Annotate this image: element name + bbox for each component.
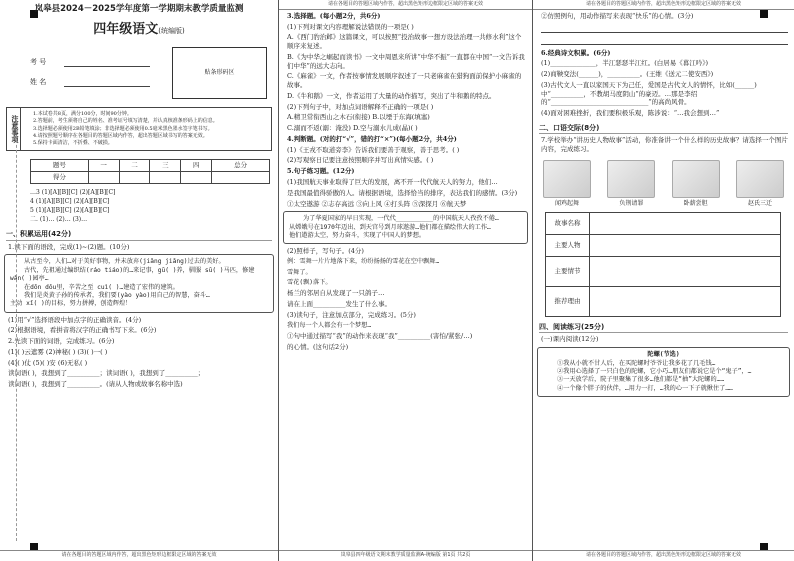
q5-4b[interactable]: ①句中通过描写“我”的动作来表现“我”__________(害怕/紧张/…) <box>287 331 473 340</box>
score-header: 三 <box>150 160 181 172</box>
column-3 <box>532 0 794 561</box>
score-cell[interactable] <box>212 172 270 184</box>
answer-line[interactable] <box>541 23 788 33</box>
q5-4c: 的心情。(这句话2分) <box>287 342 349 351</box>
score-header: 一 <box>88 160 119 172</box>
reading-subtitle: (一)课内阅读(12分) <box>541 335 599 344</box>
q2-line[interactable]: 读词语( )，我想到了__________。(请从人物或故事名称中选) <box>8 380 183 389</box>
table-row-label: 主要人物 <box>546 234 590 256</box>
q2-line[interactable]: (4)( )仗 (5)( )安 (6)无私( ) <box>8 358 88 367</box>
subject-title <box>0 21 278 39</box>
score-cell[interactable] <box>88 172 119 184</box>
option: B.《为中华之崛起而读书》一文中周恩来所讲“中华不振”一直都在中国“一文告诉我们中华”的远大志向。 <box>287 52 525 70</box>
notes-list <box>21 108 222 150</box>
story-table <box>545 212 781 317</box>
q5-3: 杨兰的邻居自从发现了一只鸽子… <box>287 289 385 298</box>
question-5-2: (2)照样子，写句子。(4分) <box>287 247 364 256</box>
reading-para: ①我从小就不甘人后，在买陀螺时爷爷让我多花了几毛钱… <box>557 359 716 367</box>
fill-line: …3 (1)[A][B][C] (2)[A][B][C] <box>30 189 116 197</box>
name-label: 姓 名 <box>30 77 47 86</box>
name-field[interactable] <box>64 86 150 87</box>
top-notice: 请在各题目的答题区域内作答，超出黑色矩形边框限定区域的答案无效 <box>533 0 794 10</box>
story-illustration <box>607 160 655 198</box>
reading-para: ④一个像个胖子的伙伴，…用力一打，…我的心一下子就揪住了…… <box>557 384 733 392</box>
reading-box <box>537 347 790 397</box>
poem-line[interactable]: (3)古代文人一直以家国天下为己任，爱国是古代文人的情怀，比如(______)中“__________，不教胡马度阴山”的豪迈。…那是李绍的“______________________________”的高尚风骨。 <box>541 80 757 107</box>
poem-line[interactable]: (1)______________，半江瑟瑟半江红。(白居易《暮江吟》) <box>541 59 709 68</box>
reading-title: 陀螺(节选) <box>647 351 680 359</box>
story-picture[interactable] <box>736 160 784 208</box>
exam-title: 岚皋县2024－2025学年度第一学期期末教学质量监测 <box>34 4 244 14</box>
story-illustration <box>736 160 784 198</box>
passage-line: 从古至今，人们…对于美好事物，并未放弃(jiǎng jiǎng)过去的美好。 <box>24 258 225 266</box>
picture-caption: 赵氏三迁 <box>747 199 772 207</box>
fill-line: 5 (1)[A][B][C] (2)[A][B][C] <box>30 207 110 215</box>
notes-box <box>6 107 272 151</box>
example-line: 雪舞了。 <box>287 268 312 276</box>
question-3: 3.选择题。(每小题2分，共6分) <box>287 11 381 20</box>
question-6: 6.经典诗文积累。(6分) <box>541 48 611 57</box>
score-cell[interactable] <box>119 172 150 184</box>
story-picture[interactable] <box>607 160 655 208</box>
section-title: 四、阅读练习(25分) <box>539 323 788 333</box>
passage-line: 我们是炎黄子孙的传承者，我们要(yào yào)用自己的智慧，奋斗… <box>24 291 210 299</box>
bottom-notice: 请在各题目的答题区域内作答，超出黑色矩形边框限定区域的答案无效 <box>0 550 278 559</box>
barcode-area: 贴条形码区 <box>172 47 267 99</box>
section-title: 一、积累运用(42分) <box>6 230 272 240</box>
judge-item[interactable]: (2)写观察日记要注意按照顺序并写出真情实感。( ) <box>287 156 434 165</box>
question-3-1: (1)下列对课文内容理解说法错误的一项是( ) <box>287 22 414 31</box>
q5-options: ①太空遨游 ②志存高远 ③向上风 ④打头阵 ⑤深探月 ⑥航天梦 <box>287 199 467 208</box>
q5-box <box>283 211 528 244</box>
question-2: 2.先读下面的词语，完成练习。(6分) <box>8 337 115 346</box>
picture-caption: 负荆请罪 <box>619 199 644 207</box>
table-cell[interactable] <box>590 212 781 234</box>
column-1 <box>0 0 278 561</box>
score-row-label: 得分 <box>31 172 89 184</box>
option: D.《牛和鹅》一文，作者运用了大量的动作描写，突出了牛和鹅的特点。 <box>287 91 496 100</box>
story-picture[interactable] <box>672 160 720 208</box>
picture-caption: 卧薪尝胆 <box>683 199 708 207</box>
passage-line: 古代，先祖通过编织结(ráo tiáo)的…来记事，gū( )养，驯服 sū( )马匹，修建 wǎn( )园亭… <box>10 266 255 283</box>
note-item: 4.请按照题号顺序在各题目的答题区域内作答，超出答题区域书写的答案无效。 <box>33 132 208 139</box>
option: C.《麻雀》一文，作者按事情发展顺序叙述了一只老麻雀在猎狗面前保护小麻雀的故事。 <box>287 72 522 90</box>
example-line: 雪花(飘)落下。 <box>287 278 332 286</box>
score-header: 二 <box>119 160 150 172</box>
score-table <box>30 159 270 184</box>
note-item: 5.保持卡面清洁，不折叠、不破损。 <box>33 140 113 147</box>
q5-4a: 我们每一个人都会有一个梦想… <box>287 321 372 329</box>
passage-line: 主动 xǐ( )的目标，努力拼搏，创造辉煌！ <box>10 300 132 308</box>
option: A.精卫常衔西山之木石(衔接) B.以堙于东海(填塞) <box>287 113 430 122</box>
question-1-1: (1)用“√”选择语段中加点字的正确读音。(4分) <box>8 315 142 324</box>
footer: 岚皋县四年级语文期末教学质量监测A-统编版 第1页 共2页 <box>279 550 532 559</box>
column-2 <box>278 0 532 561</box>
choice-fill-area[interactable] <box>30 188 278 224</box>
option: A.《西门豹治邺》这篇课文，可以按照“投治故事一想方设法治理一共修水利”这个顺序来复述。 <box>287 33 522 51</box>
question-3-2: (2)下列句子中，对加点词语解释不正确的一项是( ) <box>287 102 434 111</box>
story-picture[interactable] <box>543 160 591 208</box>
fill-line: 二. (1)… (2)… (3)… <box>30 216 88 224</box>
table-cell[interactable] <box>590 256 781 286</box>
question-5: 5.句子练习题。(12分) <box>287 167 355 176</box>
box-line: 为了华夏国家的早日实现，一代代__________的中国航天人孜孜不倦… <box>303 215 499 223</box>
story-illustration <box>543 160 591 198</box>
q5-text: 是我国最值得骄傲的人。请根据语境，选择恰当的排序，表达我们的感情。(3分) <box>287 188 518 197</box>
score-cell[interactable] <box>150 172 181 184</box>
question-1-2: (2)根据语境，看拼音将汉字的正确书写下来。(6分) <box>8 326 157 335</box>
question-1: 1.读下面的语段，完成(1)~(2)题。(10分) <box>8 242 130 251</box>
table-row-label: 推荐理由 <box>546 286 590 316</box>
passage-line: 在dōn dǒu里，辛苦之至 cuì( )…建造了宏伟的建筑。 <box>24 283 179 291</box>
judge-item[interactable]: (1)《王戎不取道旁李》告诉我们要善于观察，善于思考。( ) <box>287 145 460 154</box>
q5-3b[interactable]: 请在上面__________发生了什么事。 <box>287 299 391 308</box>
picture-caption: 闻鸡起舞 <box>554 199 579 207</box>
top-notice: 请在各题目的答题区域内作答，超出黑色矩形边框限定区域的答案无效 <box>279 0 532 10</box>
box-line: 从嫦娥号在1970年迈出、到天宫号到月球遨游…他们都在描绘伟大的工作… <box>289 223 491 231</box>
story-illustration <box>672 160 720 198</box>
poem-line[interactable]: (4)面对困难挫折，我们要积极乐观，陈涉说：“…我会想到…” <box>541 109 720 118</box>
question-4: 4.判断题。(对的打“√”，错的打“×”)(每小题2分，共4分) <box>287 134 457 143</box>
option: C.溺而不返(溺：淹没) D.空与溺水儿成(晶)( ) <box>287 124 418 133</box>
bottom-notice: 请在各题目的答题区域内作答，超出黑色矩形边框限定区域的答案无效 <box>533 550 794 559</box>
poem-line[interactable]: (2)商鞅变法(______)，__________。(王维《送元二使安西》) <box>541 70 714 79</box>
q2-line[interactable]: 读词语( )，我想到了__________；读词语( )，我想到了__________； <box>8 369 205 378</box>
student-info <box>30 47 278 99</box>
table-row-label: 主要情节 <box>546 256 590 286</box>
note-item: 3.选择题必须使用2B铅笔填涂；非选择题必须使用0.5毫米黑色墨水签字笔书写。 <box>33 125 213 132</box>
score-header: 四 <box>181 160 212 172</box>
q5-5: ②仿照例句，用动作描写来表现“快乐”的心情。(3分) <box>541 11 694 20</box>
notes-label: 注意事项 <box>7 108 21 150</box>
table-cell[interactable] <box>590 286 781 316</box>
kaohao-label: 考 号 <box>30 57 47 66</box>
score-cell[interactable] <box>181 172 212 184</box>
story-pictures <box>543 160 784 208</box>
score-header: 题号 <box>31 160 89 172</box>
table-cell[interactable] <box>590 234 781 256</box>
question-7: 7.学校举办“讲历史人物故事”活动，你准备讲一个什么样的历史故事？请选择一个图片内容，完成练习。 <box>541 136 788 154</box>
passage-box <box>4 254 274 312</box>
table-row-label: 故事名称 <box>546 212 590 234</box>
fill-line: 4 (1)[A][B][C] (2)[A][B][C] <box>30 198 110 206</box>
q2-line[interactable]: (1)( )云遮雾 (2)神秘( ) (3)( )一( ) <box>8 347 108 356</box>
edition-label: (统编版) <box>158 27 185 36</box>
fold-line <box>16 120 17 541</box>
kaohao-field[interactable] <box>64 66 150 67</box>
example-line: 例：雪舞一片片地落下来，纷纷扬扬的雪花在空中飘舞… <box>287 258 440 266</box>
score-header: 总分 <box>212 160 270 172</box>
reading-para: ③一天放学后，院子里聚集了很多…他们都是“抽”大陀螺的…… <box>557 376 725 384</box>
q5-text: (1)我国航天事业取得了巨大的发展，离不开一代代航天人的努力，他们… <box>287 178 498 186</box>
note-item: 1.本试卷共8页，满分100分，时间90分钟。 <box>33 111 132 118</box>
box-line: 他们遨游太空，努力奋斗，实现了中国人的梦想。 <box>289 232 426 240</box>
note-item: 2.答题前，考生须将自己的姓名、准考证号填写清楚，并认真核准条形码上的信息。 <box>33 118 218 125</box>
reading-para: ②我用心选择了一只白色的陀螺，它小巧…朋友们都说它是个“鬼子”，… <box>557 367 752 375</box>
subject-name: 四年级语文 <box>93 22 159 38</box>
section-title: 二、口语交际(8分) <box>539 124 788 134</box>
question-5-4: (3)读句子，注意加点部分，完成练习。(5分) <box>287 310 416 319</box>
answer-line[interactable] <box>541 35 788 45</box>
